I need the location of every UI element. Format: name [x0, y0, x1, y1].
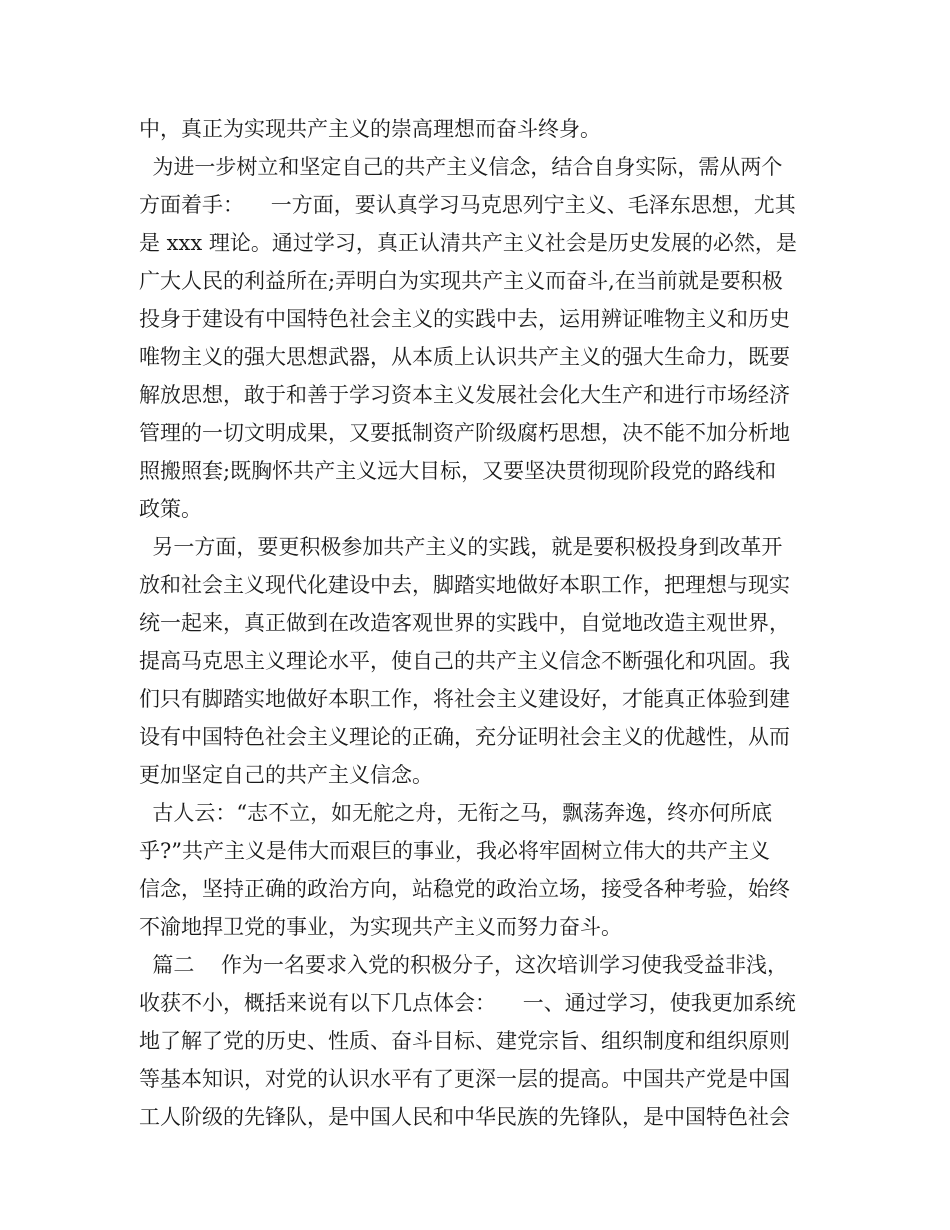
text-line: 信念，坚持正确的政治方向，站稳党的政治立场，接受各种考验，始终: [139, 877, 790, 901]
text-line: 们只有脚踏实地做好本职工作，将社会主义建设好，才能真正体验到建: [139, 687, 790, 711]
text-line: 照搬照套;既胸怀共产主义远大目标，又要坚决贯彻现阶段党的路线和: [139, 459, 777, 483]
text-line: 管理的一切文明成果，又要抵制资产阶级腐朽思想，决不能不加分析地: [139, 421, 790, 445]
text-line: 收获不小，概括来说有以下几点体会： 一、通过学习，使我更加系统: [139, 991, 796, 1015]
text-line: 中，真正为实现共产主义的崇高理想而奋斗终身。: [139, 117, 601, 141]
text-line: 等基本知识，对党的认识水平有了更深一层的提高。中国共产党是中国: [139, 1067, 790, 1091]
text-line: 地了解了党的历史、性质、奋斗目标、建党宗旨、组织制度和组织原则: [139, 1029, 790, 1053]
text-line: 设有中国特色社会主义理论的正确，充分证明社会主义的优越性，从而: [139, 725, 790, 749]
text-line: 方面着手： 一方面，要认真学习马克思列宁主义、毛泽东思想，尤其: [139, 193, 796, 217]
text-line: 统一起来，真正做到在改造客观世界的实践中，自觉地改造主观世界，: [139, 611, 790, 635]
text-line: 另一方面，要更积极参加共产主义的实践，就是要积极投身到改革开: [139, 535, 783, 559]
text-line: 工人阶级的先锋队，是中国人民和中华民族的先锋队，是中国特色社会: [139, 1105, 790, 1129]
text-line: 提高马克思主义理论水平，使自己的共产主义信念不断强化和巩固。我: [139, 649, 790, 673]
text-line: 是 xxx 理论。通过学习，真正认清共产主义社会是历史发展的必然，是: [139, 231, 797, 255]
text-line: 投身于建设有中国特色社会主义的实践中去，运用辨证唯物主义和历史: [139, 307, 790, 331]
text-line: 广大人民的利益所在;弄明白为实现共产主义而奋斗,在当前就是要积极: [139, 269, 783, 293]
text-line: 解放思想，敢于和善于学习资本主义发展社会化大生产和进行市场经济: [139, 383, 790, 407]
text-line: 篇二 作为一名要求入党的积极分子，这次培训学习使我受益非浅，: [139, 953, 789, 977]
text-line: 为进一步树立和坚定自己的共产主义信念，结合自身实际，需从两个: [139, 155, 783, 179]
text-line: 唯物主义的强大思想武器，从本质上认识共产主义的强大生命力，既要: [139, 345, 790, 369]
text-line: 更加坚定自己的共产主义信念。: [139, 763, 433, 787]
text-line: 政策。: [139, 497, 202, 521]
text-line: 不渝地捍卫党的事业，为实现共产主义而努力奋斗。: [139, 915, 622, 939]
document-body: [139, 110, 819, 1136]
text-line: 乎?”共产主义是伟大而艰巨的事业，我必将牢固树立伟大的共产主义: [139, 839, 770, 863]
text-line: 古人云：“志不立，如无舵之舟，无衔之马，飘荡奔逸，终亦何所底: [139, 801, 773, 825]
text-line: 放和社会主义现代化建设中去，脚踏实地做好本职工作，把理想与现实: [139, 573, 790, 597]
